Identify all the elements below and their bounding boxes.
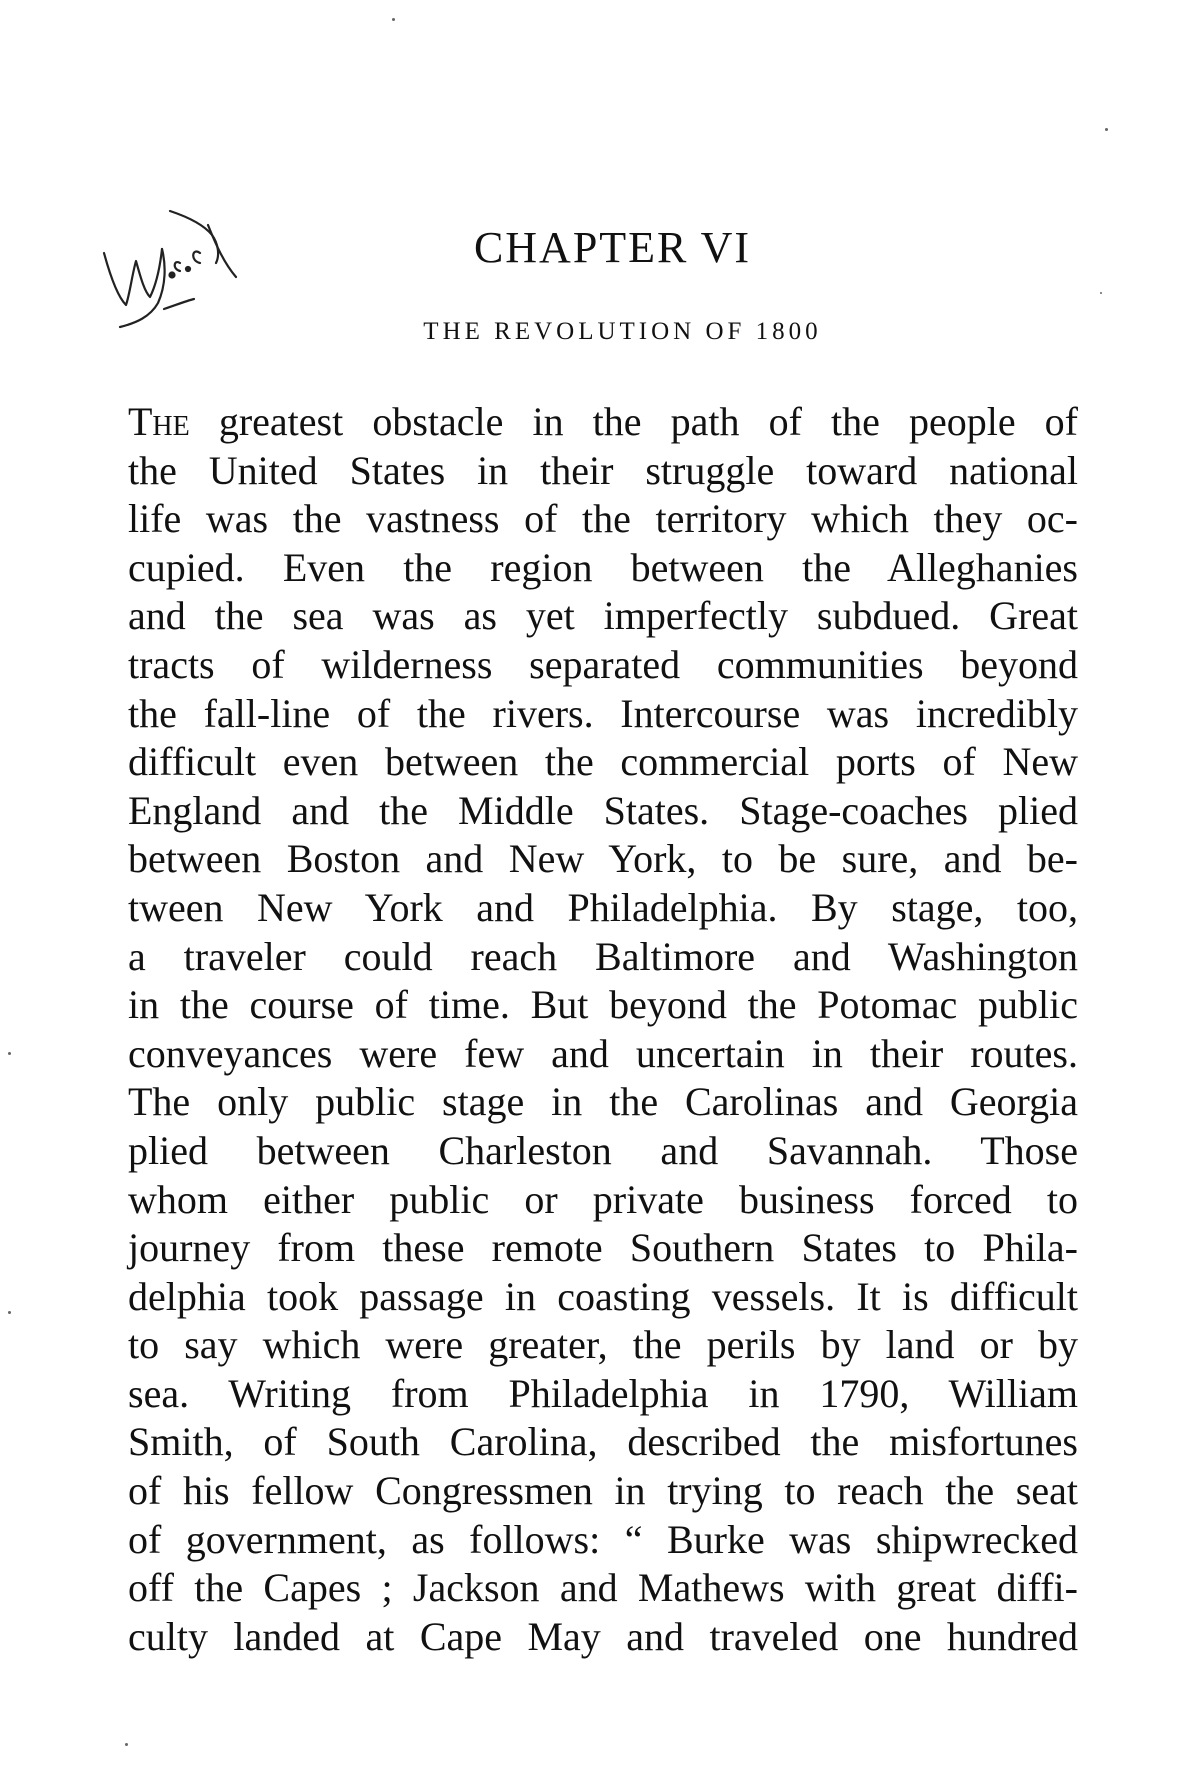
- text-line: in the course of time. But beyond the Potomac public: [128, 982, 1078, 1028]
- text-line: England and the Middle States. Stage-coaches plied: [128, 787, 1078, 833]
- text-line: delphia took passage in coasting vessels. It is difficult: [128, 1273, 1078, 1319]
- text-line: Smith, of South Carolina, described the misfortunes: [128, 1419, 1078, 1465]
- text-line: of government, as follows: “ Burke was shipwrecked: [128, 1516, 1078, 1562]
- text-line: whom either public or private business forced to: [128, 1176, 1078, 1222]
- text-line: a traveler could reach Baltimore and Washington: [128, 933, 1078, 979]
- scan-speck: [125, 1743, 128, 1746]
- text-line: cupied. Even the region between the Alleghanies: [128, 544, 1078, 590]
- text-line: of his fellow Congressmen in trying to reach the seat: [128, 1468, 1078, 1514]
- chapter-title: THE REVOLUTION OF 1800: [423, 318, 822, 345]
- scan-speck: [8, 1311, 11, 1314]
- text-line: sea. Writing from Philadelphia in 1790, William: [128, 1370, 1078, 1416]
- text-line: journey from these remote Southern States to Phila-: [128, 1225, 1078, 1271]
- text-line: to say which were greater, the perils by land or by: [128, 1322, 1078, 1368]
- chapter-number: CHAPTER VI: [473, 223, 752, 272]
- scan-speck: [1105, 128, 1108, 131]
- text-line: The greatest obstacle in the path of the people of: [128, 399, 1078, 444]
- text-line: and the sea was as yet imperfectly subdued. Great: [128, 593, 1078, 639]
- text-line: off the Capes ; Jackson and Mathews with great diffi-: [128, 1565, 1078, 1611]
- text-line: culty landed at Cape May and traveled one hundred: [128, 1613, 1078, 1659]
- text-line: life was the vastness of the territory which they oc-: [128, 496, 1078, 542]
- text-line: plied between Charleston and Savannah. Those: [128, 1127, 1078, 1173]
- text-line: between Boston and New York, to be sure, and be-: [128, 836, 1078, 882]
- body-text: [128, 398, 1078, 1661]
- scan-speck: [392, 18, 395, 21]
- text-line: tracts of wilderness separated communities beyond: [128, 641, 1078, 687]
- text-line: the fall-line of the rivers. Intercourse was incredibly: [128, 690, 1078, 736]
- text-line: difficult even between the commercial ports of New: [128, 739, 1078, 785]
- text-line: conveyances were few and uncertain in their routes.: [128, 1030, 1078, 1076]
- text-line: the United States in their struggle toward national: [128, 447, 1078, 493]
- scan-speck: [1100, 292, 1102, 294]
- scan-speck: [8, 1052, 11, 1055]
- drop-word: The: [128, 399, 190, 444]
- text-line: The only public stage in the Carolinas and Georgia: [128, 1079, 1078, 1125]
- text-line: tween New York and Philadelphia. By stage, too,: [128, 884, 1078, 930]
